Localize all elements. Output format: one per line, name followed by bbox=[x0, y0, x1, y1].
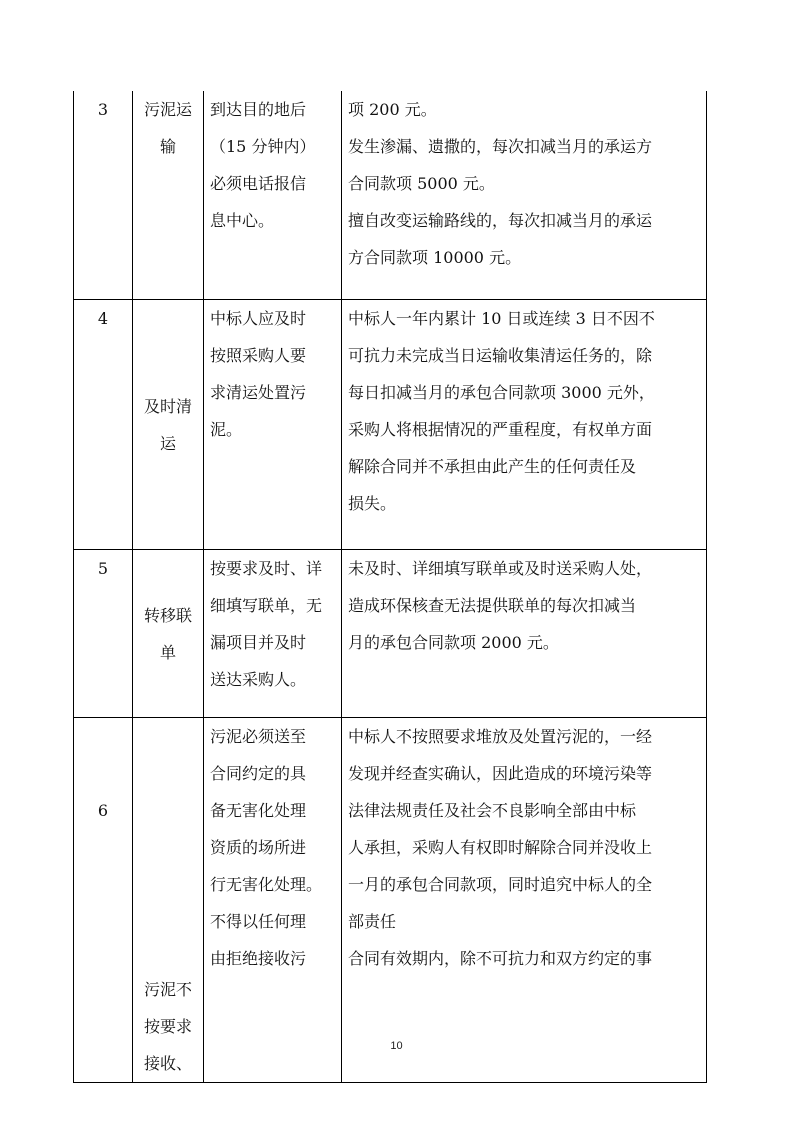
category-cell: 污泥不 按要求 接收、 bbox=[133, 718, 204, 1083]
page-number: 10 bbox=[390, 1040, 403, 1052]
penalty-cell: 项 200 元。 发生渗漏、遗撒的，每次扣减当月的承运方 合同款项 5000 元。 擅自改变运输路线的，每次扣减当月的承运 方合同款项 10000 元。 bbox=[342, 91, 707, 300]
requirement-cell: 污泥必须送至 合同约定的具 备无害化处理 资质的场所进 行无害化处理。 不得以任何理 由拒绝接收污 bbox=[204, 718, 342, 1083]
category-cell: 转移联 单 bbox=[133, 550, 204, 718]
table-row bbox=[74, 550, 707, 718]
table-row bbox=[74, 91, 707, 300]
category-cell: 及时清 运 bbox=[133, 300, 204, 550]
table-row bbox=[74, 300, 707, 550]
category-cell: 污泥运 输 bbox=[133, 91, 204, 300]
row-number-cell: 3 bbox=[74, 91, 133, 300]
penalty-cell: 中标人一年内累计 10 日或连续 3 日不因不 可抗力未完成当日运输收集清运任务的，除 每日扣减当月的承包合同款项 3000 元外， 采购人将根据情况的严重程度，有权单方面 解除合同并不承担由此产生的任何责任及 损失。 bbox=[342, 300, 707, 550]
row-number-cell: 4 bbox=[74, 300, 133, 550]
table-row bbox=[74, 718, 707, 1083]
requirement-cell: 中标人应及时 按照采购人要 求清运处置污 泥。 bbox=[204, 300, 342, 550]
penalty-cell: 未及时、详细填写联单或及时送采购人处， 造成环保核查无法提供联单的每次扣减当 月的承包合同款项 2000 元。 bbox=[342, 550, 707, 718]
requirement-cell: 到达目的地后 （15 分钟内） 必须电话报信 息中心。 bbox=[204, 91, 342, 300]
row-number-cell: 5 bbox=[74, 550, 133, 718]
requirement-cell: 按要求及时、详 细填写联单，无 漏项目并及时 送达采购人。 bbox=[204, 550, 342, 718]
penalty-cell: 中标人不按照要求堆放及处置污泥的，一经 发现并经查实确认，因此造成的环境污染等 法律法规责任及社会不良影响全部由中标 人承担，采购人有权即时解除合同并没收上 一月的承包合同款项，同时追究中标人的全 部责任 合同有效期内，除不可抗力和双方约定的事 bbox=[342, 718, 707, 1083]
penalty-table bbox=[73, 91, 707, 1083]
row-number-cell: 6 bbox=[74, 718, 133, 1083]
